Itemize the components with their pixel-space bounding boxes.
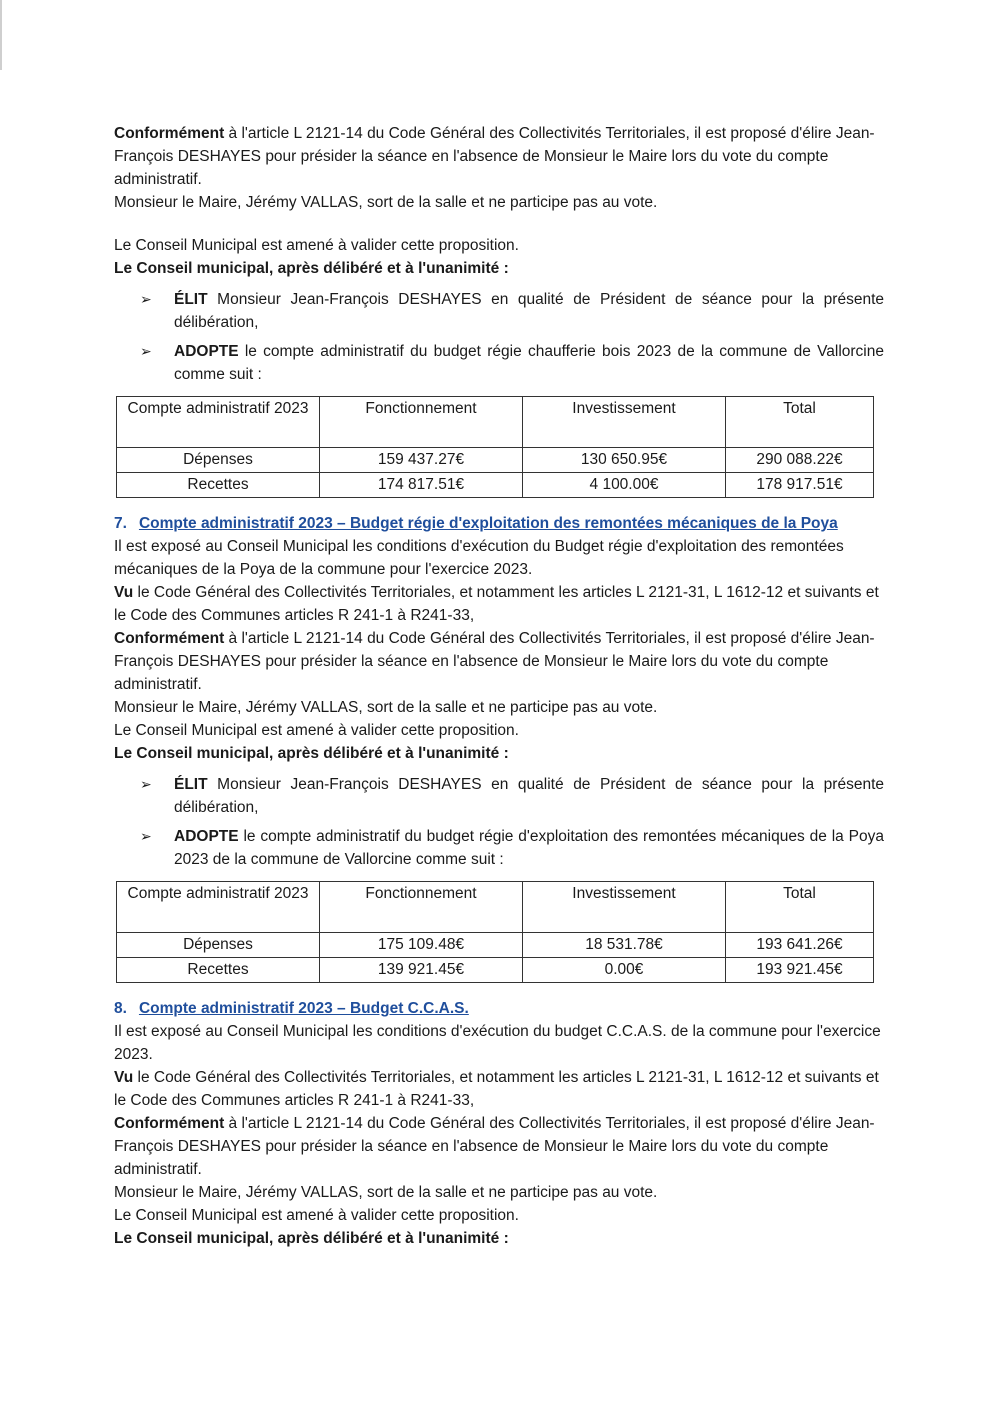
section-number: 7. <box>114 515 127 532</box>
table-header-cell: Total <box>726 882 874 933</box>
table-row <box>117 933 874 958</box>
list-item <box>140 825 884 871</box>
table-cell: 178 917.51€ <box>726 473 874 498</box>
table-cell: 193 921.45€ <box>726 958 874 983</box>
paragraph-text: le Code Général des Collectivités Territoriales, et notamment les articles L 2121-31, L 1612-12 et suivants et le Code des Communes articles R 241-1 à R241-33, <box>114 1069 879 1109</box>
paragraph-expose: Il est exposé au Conseil Municipal les conditions d'exécution du Budget régie d'exploitation des remontées mécaniques de la Poya de la commune pour l'exercice 2023. <box>114 538 844 578</box>
table-cell: 139 921.45€ <box>320 958 523 983</box>
table-header-row <box>117 397 874 448</box>
arrow-icon: ➢ <box>140 776 152 792</box>
arrow-icon: ➢ <box>140 291 152 307</box>
table-header-cell: Compte administratif 2023 <box>117 397 320 448</box>
paragraph-maire: Monsieur le Maire, Jérémy VALLAS, sort de la salle et ne participe pas au vote. <box>114 1184 658 1201</box>
table-chaufferie <box>116 396 874 498</box>
paragraph-vu <box>114 1066 884 1112</box>
section-heading-8 <box>114 997 884 1020</box>
table-header-cell: Fonctionnement <box>320 882 523 933</box>
table-header-cell: Total <box>726 397 874 448</box>
arrow-icon: ➢ <box>140 343 152 359</box>
table-cell: 0.00€ <box>523 958 726 983</box>
list-item-text: Monsieur Jean-François DESHAYES en qualité de Président de séance pour la présente délibération, <box>174 776 884 816</box>
table-cell: 130 650.95€ <box>523 448 726 473</box>
paragraph-text: le Code Général des Collectivités Territoriales, et notamment les articles L 2121-31, L 1612-12 et suivants et le Code des Communes articles R 241-1 à R241-33, <box>114 584 879 624</box>
table-header-cell: Investissement <box>523 882 726 933</box>
table-row <box>117 958 874 983</box>
table-remontees <box>116 881 874 983</box>
paragraph-text: à l'article L 2121-14 du Code Général des Collectivités Territoriales, il est proposé d'élire Jean-François DESHAYES pour présider la séance en l'absence de Monsieur le Maire lors du vote du compte administratif. <box>114 125 875 188</box>
paragraph-conformement <box>114 627 884 696</box>
table-header-cell: Fonctionnement <box>320 397 523 448</box>
list-item <box>140 773 884 819</box>
paragraph-vu <box>114 581 884 627</box>
paragraph-decision <box>114 257 884 280</box>
paragraph-proposition: Le Conseil Municipal est amené à valider cette proposition. <box>114 1207 519 1224</box>
section-number: 8. <box>114 1000 127 1017</box>
table-cell: 174 817.51€ <box>320 473 523 498</box>
paragraph-conformement <box>114 122 884 191</box>
section-title: Compte administratif 2023 – Budget C.C.A.S. <box>138 1000 469 1017</box>
list-item <box>140 340 884 386</box>
table-header-cell: Investissement <box>523 397 726 448</box>
scan-edge-line <box>0 0 2 70</box>
bold-lead: ÉLIT <box>174 291 208 308</box>
bold-lead: Conformément <box>114 630 225 647</box>
table-cell: Dépenses <box>117 933 320 958</box>
decision-list <box>114 773 884 871</box>
paragraph-proposition: Le Conseil Municipal est amené à valider cette proposition. <box>114 237 519 254</box>
bold-lead: Conformément <box>114 125 225 142</box>
table-cell: 290 088.22€ <box>726 448 874 473</box>
bold-lead: ADOPTE <box>174 828 239 845</box>
paragraph-maire: Monsieur le Maire, Jérémy VALLAS, sort de la salle et ne participe pas au vote. <box>114 699 658 716</box>
list-item <box>140 288 884 334</box>
decision-text: Le Conseil municipal, après délibéré et à l'unanimité : <box>114 1230 509 1247</box>
list-item-text: Monsieur Jean-François DESHAYES en qualité de Président de séance pour la présente délibération, <box>174 291 884 331</box>
paragraph-conformement <box>114 1112 884 1181</box>
table-row <box>117 448 874 473</box>
table-cell: Recettes <box>117 473 320 498</box>
bold-lead: ÉLIT <box>174 776 208 793</box>
bold-lead: Conformément <box>114 1115 225 1132</box>
section-title: Compte administratif 2023 – Budget régie d'exploitation des remontées mécaniques de la Poya <box>138 515 838 532</box>
decision-list <box>114 288 884 386</box>
bold-lead: ADOPTE <box>174 343 239 360</box>
decision-text: Le Conseil municipal, après délibéré et à l'unanimité : <box>114 745 509 762</box>
table-cell: 159 437.27€ <box>320 448 523 473</box>
paragraph-text: à l'article L 2121-14 du Code Général des Collectivités Territoriales, il est proposé d'élire Jean-François DESHAYES pour présider la séance en l'absence de Monsieur le Maire lors du vote du compte administratif. <box>114 630 875 693</box>
table-cell: 4 100.00€ <box>523 473 726 498</box>
paragraph-decision <box>114 1227 884 1250</box>
table-header-row <box>117 882 874 933</box>
table-cell: Dépenses <box>117 448 320 473</box>
section-heading-7 <box>114 512 884 535</box>
arrow-icon: ➢ <box>140 828 152 844</box>
table-cell: 193 641.26€ <box>726 933 874 958</box>
paragraph-decision <box>114 742 884 765</box>
paragraph-expose: Il est exposé au Conseil Municipal les conditions d'exécution du budget C.C.A.S. de la commune pour l'exercice 2023. <box>114 1023 881 1063</box>
paragraph-proposition: Le Conseil Municipal est amené à valider cette proposition. <box>114 722 519 739</box>
table-cell: 175 109.48€ <box>320 933 523 958</box>
paragraph-text: à l'article L 2121-14 du Code Général des Collectivités Territoriales, il est proposé d'élire Jean-François DESHAYES pour présider la séance en l'absence de Monsieur le Maire lors du vote du compte administratif. <box>114 1115 875 1178</box>
decision-text: Le Conseil municipal, après délibéré et à l'unanimité : <box>114 260 509 277</box>
bold-lead: Vu <box>114 1069 134 1086</box>
document-page <box>114 122 884 1250</box>
table-cell: Recettes <box>117 958 320 983</box>
paragraph-maire: Monsieur le Maire, Jérémy VALLAS, sort de la salle et ne participe pas au vote. <box>114 194 658 211</box>
list-item-text: le compte administratif du budget régie d'exploitation des remontées mécaniques de la Poya 2023 de la commune de Vallorcine comme suit : <box>174 828 884 868</box>
table-cell: 18 531.78€ <box>523 933 726 958</box>
table-header-cell: Compte administratif 2023 <box>117 882 320 933</box>
table-row <box>117 473 874 498</box>
bold-lead: Vu <box>114 584 134 601</box>
list-item-text: le compte administratif du budget régie chaufferie bois 2023 de la commune de Vallorcine comme suit : <box>174 343 884 383</box>
